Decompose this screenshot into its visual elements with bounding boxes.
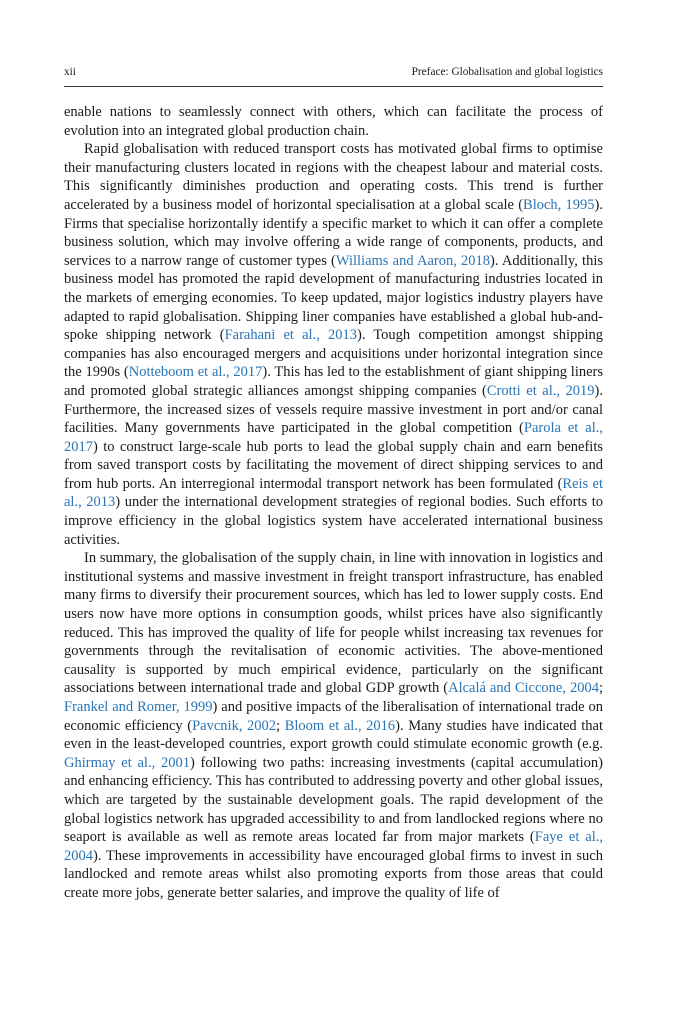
paragraph-text: enable nations to seamlessly connect with others, which can facilitate the process of evolution into an integrated global production chain.: [64, 104, 603, 139]
paragraph-text: ). Additionally, this business model has promoted the rapid development of manufacturing industries located in the markets of emerging economies. To keep updated, major logistics industry players have adapted to rapid globalisation. Shipping liner companies have established a global hub-and-spoke shipping network (: [64, 252, 604, 344]
running-title: Preface: Globalisation and global logistics: [411, 66, 603, 78]
citation-link[interactable]: Williams and Aaron, 2018: [335, 252, 491, 269]
citation-link[interactable]: Bloch, 1995: [523, 196, 595, 213]
paragraph-text: ). This has led to the establishment of giant shipping liners and promoted global strategic alliances amongst shipping companies (: [64, 364, 604, 399]
paragraph-text: ). Many studies have indicated that even in the least-developed countries, export growth could stimulate economic growth (e.g.: [64, 717, 604, 753]
page-number: xii: [64, 66, 76, 78]
paragraph: [64, 549, 603, 902]
citation-link[interactable]: Frankel and Romer, 1999: [64, 699, 213, 715]
paragraph-text: ;: [276, 717, 285, 734]
citation-link[interactable]: Alcalá and Ciccone, 2004: [448, 680, 599, 697]
citation-link[interactable]: Crotti et al., 2019: [486, 382, 595, 399]
paragraph-text: Rapid globalisation with reduced transport costs has motivated global firms to optimise their manufacturing clusters located in regions with the cheapest labour and material costs. This significantly diminishes production and operating costs. This trend is further accelerated by a business model of horizontal specialisation at a global scale (: [64, 141, 603, 213]
citation-link[interactable]: Farahani et al., 2013: [224, 327, 357, 344]
citation-link[interactable]: Bloom et al., 2016: [284, 717, 396, 734]
paragraph-text: ) and positive impacts of the liberalisation of international trade on economic efficiency (: [64, 699, 603, 734]
body-text: [64, 103, 603, 903]
paragraph: [64, 103, 603, 140]
header-rule: [64, 86, 603, 87]
citation-link[interactable]: Reis et al., 2013: [64, 475, 603, 511]
citation-link[interactable]: Pavcnik, 2002: [192, 717, 277, 734]
paragraph-text: ). Tough competition amongst shipping companies has also encouraged mergers and acquisitions under horizontal integration since the 1990s (: [64, 327, 603, 381]
paragraph-text: ). Furthermore, the increased sizes of vessels require massive investment in port and/or canal facilities. Many governments have participated in the global competition (: [64, 382, 603, 437]
citation-link[interactable]: Parola et al., 2017: [64, 420, 603, 455]
paragraph-text: ). Firms that specialise horizontally identify a specific market to which it can offer a complete business solution, which may involve offering a wide range of components, products, and services to a narrow range of customer types (: [64, 196, 603, 269]
citation-link[interactable]: Ghirmay et al., 2001: [64, 754, 190, 771]
paragraph-text: ). These improvements in accessibility have encouraged global firms to invest in such landlocked and remote areas whilst also promoting exports from those areas that could create more jobs, generate better salaries, and improve the quality of life of: [64, 847, 603, 901]
running-header: [64, 64, 603, 80]
paragraph-text: ) following two paths: increasing investments (capital accumulation) and enhancing efficiency. This has contributed to addressing poverty and other global issues, which are targeted by the sustainable development goals. The rapid development of the global logistics network has upgraded accessibility to and from landlocked regions where no seaport is available as well as remote areas located far from major markets (: [64, 754, 603, 846]
paragraph-text: In summary, the globalisation of the supply chain, in line with innovation in logistics and institutional systems and massive investment in freight transport infrastructure, has enabled many firms to diversify their procurement sources, which has led to lower supply costs. End users now have more options in consumption goods, whilst prices have also significantly reduced. This has improved the quality of life for people whilst increasing tax revenues for governments through the revitalisation of economic activities. The above-mentioned causality is supported by much empirical evidence, particularly on the significant associations between international trade and global GDP growth (: [64, 550, 603, 697]
paragraph: [64, 140, 603, 549]
paragraph-text: ) to construct large-scale hub ports to lead the global supply chain and earn benefits from saved transport costs by facilitating the movement of direct shipping services to and from hub ports. An interregional intermodal transport network has been formulated (: [64, 438, 603, 492]
paragraph-text: ;: [598, 680, 603, 697]
citation-link[interactable]: Notteboom et al., 2017: [128, 364, 263, 381]
paragraph-text: ) under the international development strategies of regional bodies. Such efforts to improve efficiency in the global logistics system have accelerated international business activities.: [64, 494, 603, 548]
citation-link[interactable]: Faye et al., 2004: [64, 829, 603, 864]
